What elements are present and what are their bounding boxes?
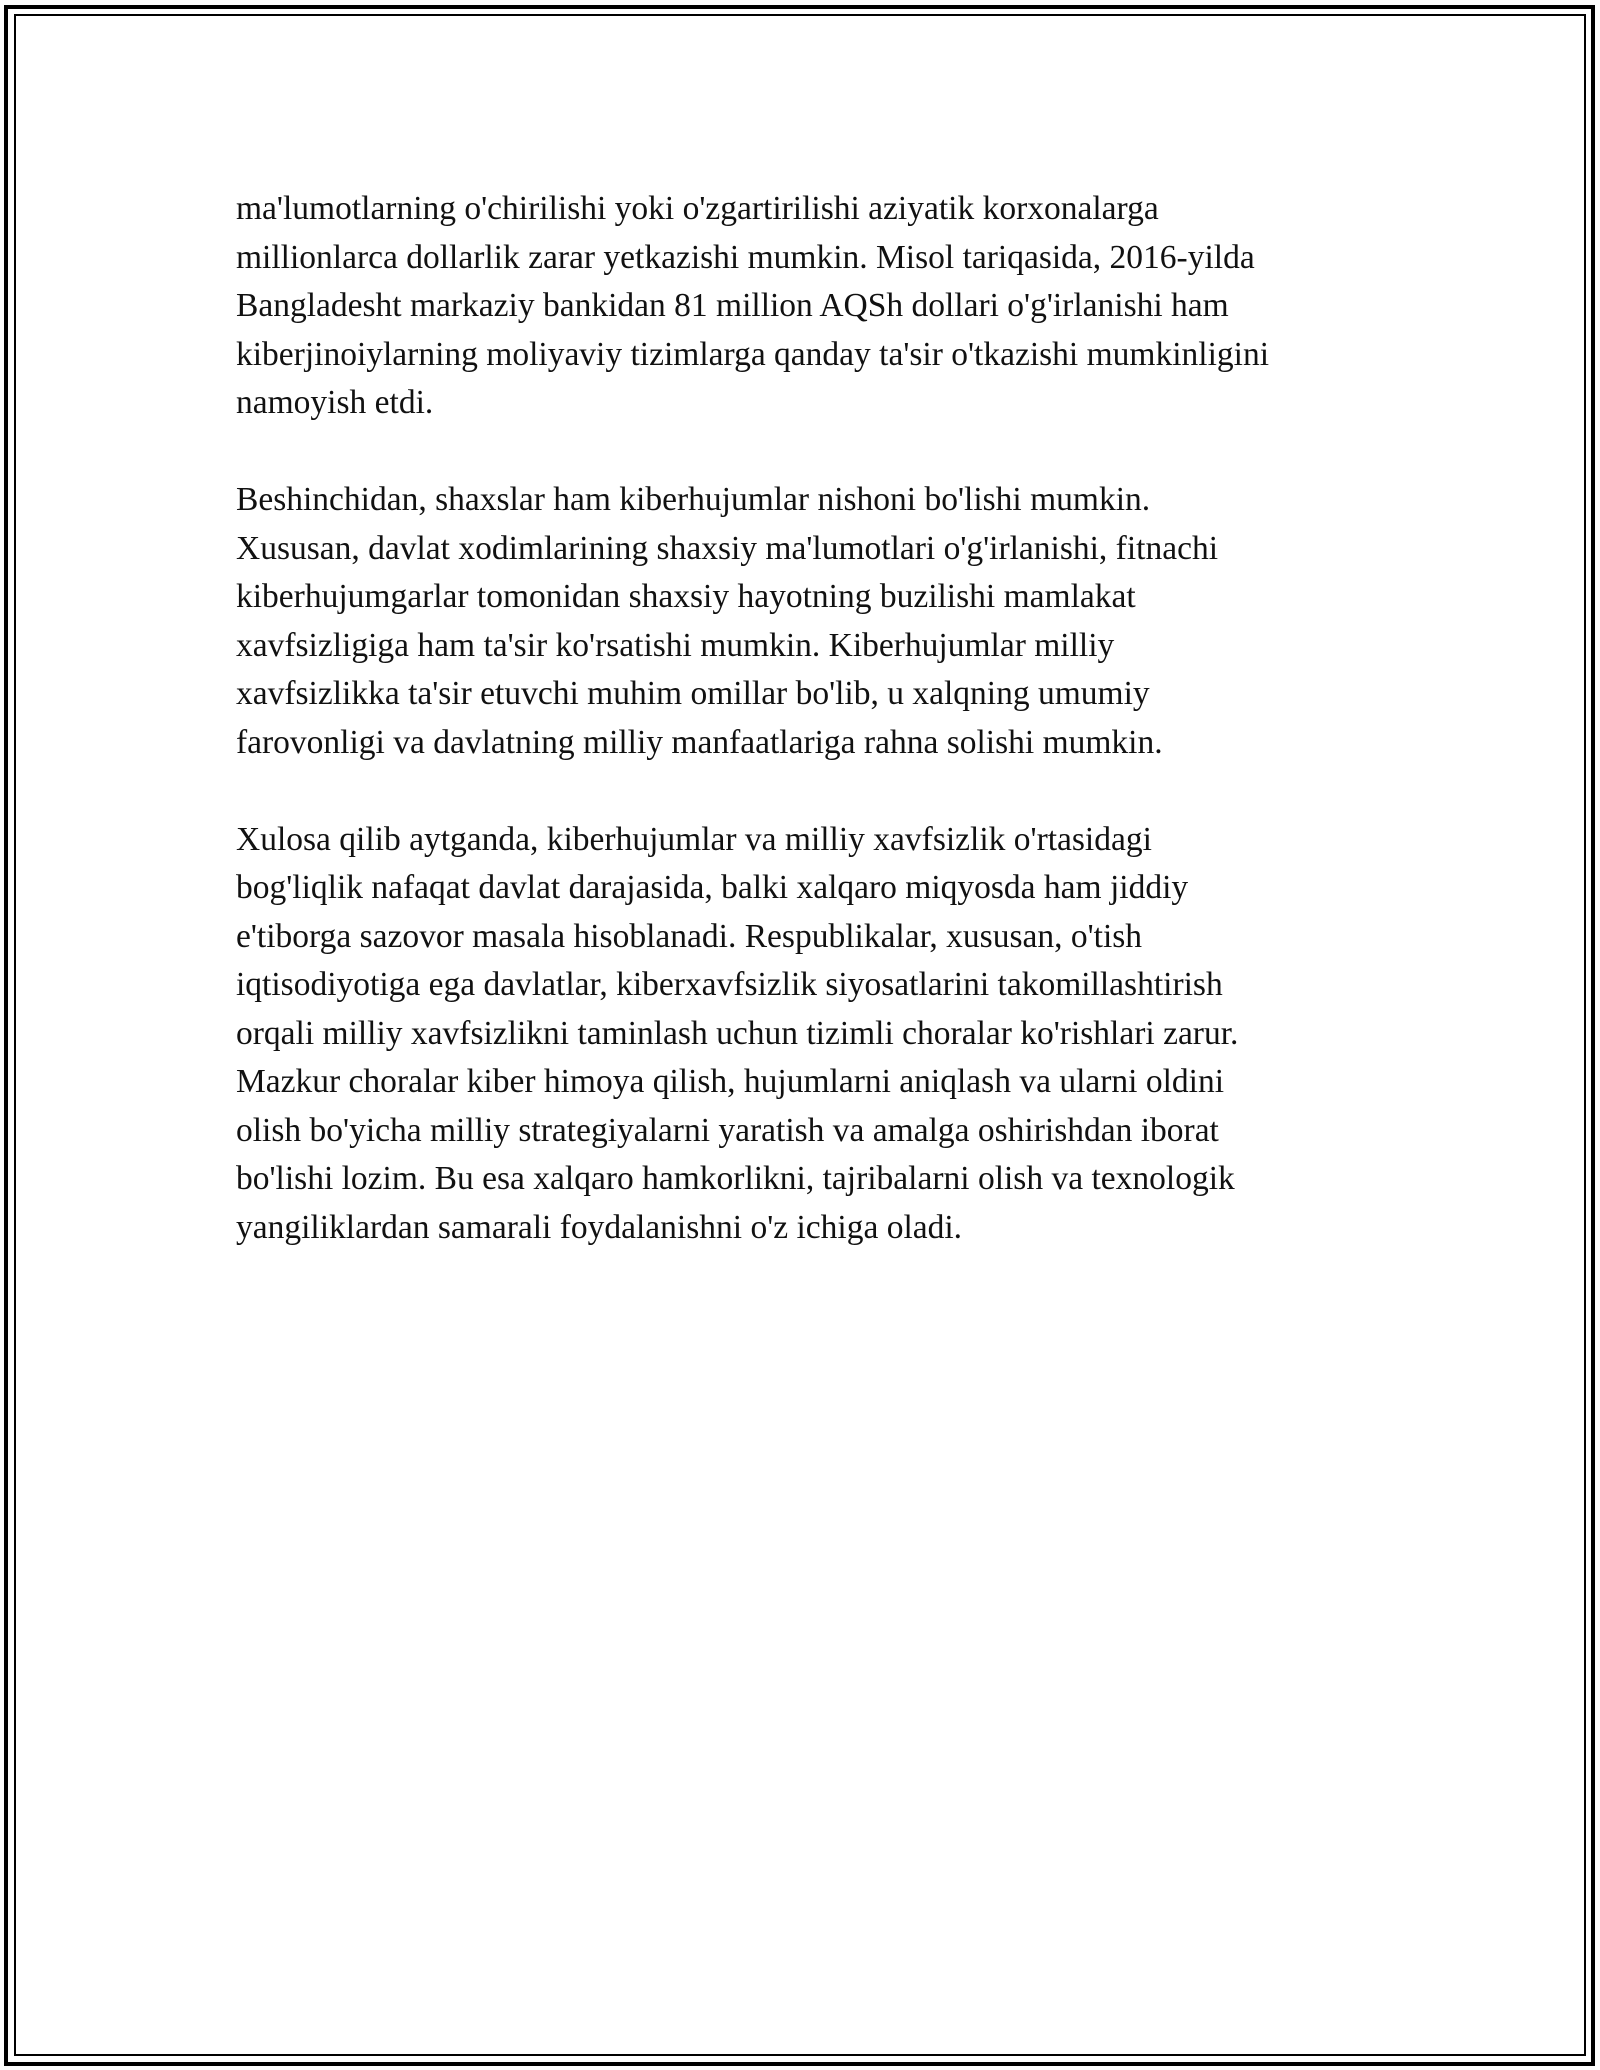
text-line: kiberhujumgarlar tomonidan shaxsiy hayotning buzilishi mamlakat bbox=[236, 578, 1136, 615]
text-line: yangiliklardan samarali foydalanishni o'z ichiga oladi. bbox=[236, 1208, 963, 1246]
text-line: Xulosa qilib aytganda, kiberhujumlar va milliy xavfsizlik o'rtasidagi bbox=[236, 820, 1152, 858]
paragraph-financial-damage bbox=[236, 185, 1386, 428]
text-line: Bangladesht markaziy bankidan 81 million AQSh dollari o'g'irlanishi ham bbox=[236, 287, 1229, 324]
text-line: bo'lishi lozim. Bu esa xalqaro hamkorlikni, tajribalarni olish va texnologik bbox=[236, 1160, 1235, 1197]
text-line: Mazkur choralar kiber himoya qilish, hujumlarni aniqlash va ularni oldini bbox=[236, 1063, 1225, 1100]
paragraph-individuals-targets bbox=[236, 476, 1386, 767]
document-body bbox=[236, 185, 1386, 1301]
text-line: orqali milliy xavfsizlikni taminlash uchun tizimli choralar ko'rishlari zarur. bbox=[236, 1014, 1239, 1052]
text-line: xavfsizligiga ham ta'sir ko'rsatishi mumkin. Kiberhujumlar milliy bbox=[236, 626, 1115, 664]
paragraph-conclusion bbox=[236, 816, 1386, 1253]
text-line: iqtisodiyotiga ega davlatlar, kiberxavfsizlik siyosatlarini takomillashtirish bbox=[236, 966, 1223, 1003]
text-line: xavfsizlikka ta'sir etuvchi muhim omillar bo'lib, u xalqning umumiy bbox=[236, 675, 1150, 712]
text-line: e'tiborga sazovor masala hisoblanadi. Respublikalar, xususan, o'tish bbox=[236, 917, 1143, 955]
text-line: millionlarca dollarlik zarar yetkazishi mumkin. Misol tariqasida, 2016-yilda bbox=[236, 238, 1255, 276]
text-line: kiberjinoiylarning moliyaviy tizimlarga qanday ta'sir o'tkazishi mumkinligini bbox=[236, 335, 1270, 373]
text-line: namoyish etdi. bbox=[236, 384, 434, 421]
text-line: bog'liqlik nafaqat davlat darajasida, balki xalqaro miqyosda ham jiddiy bbox=[236, 869, 1189, 906]
text-line: ma'lumotlarning o'chirilishi yoki o'zgartirilishi aziyatik korxonalarga bbox=[236, 190, 1159, 227]
text-line: olish bo'yicha milliy strategiyalarni yaratish va amalga oshirishdan iborat bbox=[236, 1111, 1219, 1149]
text-line: Beshinchidan, shaxslar ham kiberhujumlar nishoni bo'lishi mumkin. bbox=[236, 481, 1151, 518]
text-line: Xususan, davlat xodimlarining shaxsiy ma'lumotlari o'g'irlanishi, fitnachi bbox=[236, 529, 1219, 567]
text-line: farovonligi va davlatning milliy manfaatlariga rahna solishi mumkin. bbox=[236, 723, 1163, 761]
